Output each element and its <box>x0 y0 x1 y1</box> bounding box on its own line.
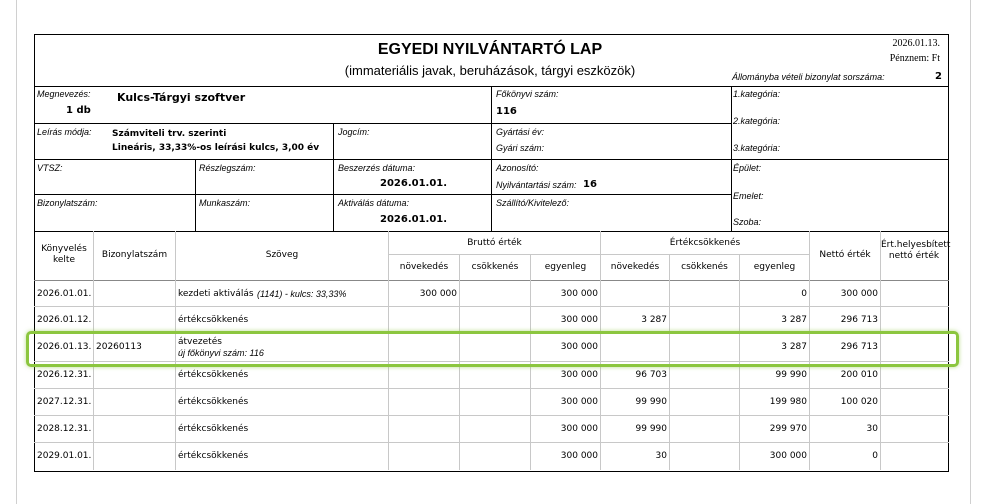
col-header-brutto-novekedes: növekedés <box>399 262 449 272</box>
azonosito-label: Azonosító: <box>496 163 539 173</box>
print-date: 2026.01.13. <box>892 38 940 49</box>
cell-e-egy: 299 970 <box>769 424 807 434</box>
voucher-value: 2 <box>935 71 942 82</box>
cell-netto: 300 000 <box>840 289 878 299</box>
cell-text: értékcsökkenés <box>178 451 249 461</box>
emelet-label: Emelet: <box>733 191 764 201</box>
cell-b-egy: 300 000 <box>560 397 598 407</box>
quantity-value: 1 db <box>66 105 91 116</box>
cell-e-egy: 3 287 <box>781 342 807 352</box>
munkaszam-label: Munkaszám: <box>199 198 251 208</box>
row-highlight <box>26 331 959 367</box>
nyilv-label: Nyilvántartási szám: <box>496 180 577 190</box>
cell-netto: 100 020 <box>840 397 878 407</box>
col-header-szoveg: Szöveg <box>265 250 299 260</box>
cell-netto: 296 713 <box>840 315 878 325</box>
cell-date: 2027.12.31. <box>37 397 92 407</box>
cell-b-egy: 300 000 <box>560 451 598 461</box>
cell-e-nov: 30 <box>655 451 667 461</box>
col-header-bizonylatszam: Bizonylatszám <box>101 250 168 260</box>
col-header-brutto-egyenleg: egyenleg <box>544 262 587 272</box>
fokonyvi-value: 116 <box>496 106 517 117</box>
cell-text: átvezetés <box>178 337 222 347</box>
cell-b-nov: 300 000 <box>419 289 457 299</box>
cell-e-nov: 99 990 <box>635 424 667 434</box>
cell-text: értékcsökkenés <box>178 370 249 380</box>
voucher-label: Állományba vételi bizonylat sorszáma: <box>732 72 885 82</box>
kategoria-2-label: 2.kategória: <box>733 116 781 126</box>
cell-date: 2029.01.01. <box>37 451 92 461</box>
gyartasi-ev-label: Gyártási év: <box>496 127 545 137</box>
jogcim-label: Jogcím: <box>338 127 370 137</box>
cell-date: 2026.01.12. <box>37 315 92 325</box>
szoba-label: Szoba: <box>733 217 762 227</box>
cell-text: értékcsökkenés <box>178 397 249 407</box>
beszerzes-value: 2026.01.01. <box>380 178 448 189</box>
col-header-erthelyesbitett: Ért.helyesbített nettó érték <box>881 240 951 261</box>
cell-b-egy: 300 000 <box>560 424 598 434</box>
beszerzes-label: Beszerzés dátuma: <box>338 163 416 173</box>
page-subtitle: (immateriális javak, beruházások, tárgyi eszközök) <box>344 63 636 78</box>
leiras-label: Leírás módja: <box>37 127 92 137</box>
cell-date: 2026.01.13. <box>37 342 92 352</box>
cell-e-nov: 96 703 <box>635 370 667 380</box>
aktivalas-label: Aktiválás dátuma: <box>338 198 410 208</box>
aktivalas-value: 2026.01.01. <box>380 214 448 225</box>
reszlegszam-label: Részlegszám: <box>199 163 256 173</box>
cell-e-egy: 300 000 <box>769 451 807 461</box>
leiras-line-1: Számviteli trv. szerinti <box>112 129 227 139</box>
cell-e-nov: 99 990 <box>635 397 667 407</box>
cell-netto: 296 713 <box>840 342 878 352</box>
nyilv-value: 16 <box>583 179 597 190</box>
cell-e-egy: 0 <box>801 289 807 299</box>
cell-date: 2028.12.31. <box>37 424 92 434</box>
cell-e-egy: 199 980 <box>769 397 807 407</box>
fokonyvi-label: Főkönyvi szám: <box>496 89 559 99</box>
cell-netto: 0 <box>872 451 878 461</box>
epulet-label: Épület: <box>733 163 762 173</box>
cell-b-egy: 300 000 <box>560 342 598 352</box>
col-header-netto: Nettó érték <box>819 250 871 260</box>
col-header-ec-csokkenes: csökkenés <box>681 262 728 272</box>
cell-text: kezdeti aktiválás <box>178 289 254 299</box>
page-edge-left <box>16 0 17 504</box>
cell-e-egy: 3 287 <box>781 315 807 325</box>
col-header-konyveles: Könyvelés kelte <box>41 244 87 265</box>
cell-biz: 20260113 <box>96 342 142 352</box>
currency: Pénznem: Ft <box>889 53 940 64</box>
page-edge-right <box>970 0 971 504</box>
cell-date: 2026.01.01. <box>37 289 92 299</box>
gyari-szam-label: Gyári szám: <box>496 143 545 153</box>
megnevezes-label: Megnevezés: <box>37 89 91 99</box>
cell-b-egy: 300 000 <box>560 370 598 380</box>
col-header-ec-egyenleg: egyenleg <box>753 262 796 272</box>
asset-name: Kulcs-Tárgyi szoftver <box>117 91 246 104</box>
cell-text-second-line: új főkönyvi szám: 116 <box>178 348 264 358</box>
cell-e-egy: 99 990 <box>775 370 807 380</box>
cell-text-note: (1141) - kulcs: 33,33% <box>257 289 347 299</box>
bizonylatszam-label: Bizonylatszám: <box>37 198 98 208</box>
col-header-ec-novekedes: növekedés <box>610 262 660 272</box>
cell-date: 2026.12.31. <box>37 370 92 380</box>
cell-text: értékcsökkenés <box>178 315 249 325</box>
col-header-brutto-csokkenes: csökkenés <box>471 262 519 272</box>
col-header-brutto: Bruttó érték <box>467 238 522 248</box>
cell-b-egy: 300 000 <box>560 289 598 299</box>
kategoria-1-label: 1.kategória: <box>733 89 781 99</box>
page-title: EGYEDI NYILVÁNTARTÓ LAP <box>377 41 603 58</box>
cell-netto: 200 010 <box>840 370 878 380</box>
col-header-ertekcsokkenes: Értékcsökkenés <box>669 238 741 248</box>
szallito-label: Szállító/Kivitelező: <box>496 198 570 208</box>
cell-text: értékcsökkenés <box>178 424 249 434</box>
kategoria-3-label: 3.kategória: <box>733 143 781 153</box>
cell-netto: 30 <box>866 424 878 434</box>
cell-b-egy: 300 000 <box>560 315 598 325</box>
cell-e-nov: 3 287 <box>641 315 667 325</box>
vtsz-label: VTSZ: <box>37 163 63 173</box>
leiras-line-2: Lineáris, 33,33%-os leírási kulcs, 3,00 év <box>112 143 320 153</box>
